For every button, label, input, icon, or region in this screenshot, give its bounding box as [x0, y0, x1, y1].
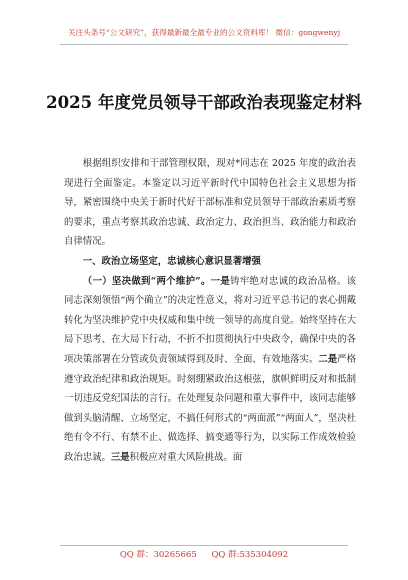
point-text: 积极应对重大风险挑战。面 [129, 451, 243, 463]
intro-paragraph: 根据组织安排和干部管理权限，现对*同志在 2025 年度的政治表现进行全面鉴定。本鉴定以习近平新时代中国特色社会主义思想为指导，紧密围绕中央关于新时代好干部标准和党员领导干部政治素质考察的要求，重点考察其政治忠诚、政治定力、政治担当、政治能力和政治自律情况。 [64, 158, 356, 248]
document-body [64, 154, 356, 468]
point-lead: 三是 [110, 451, 130, 463]
section-heading: 一、政治立场坚定，忠诚核心意识显著增强 [82, 255, 261, 267]
footer-qq-group-2: QQ 群:535304092 [211, 550, 289, 560]
point-lead: 二是 [318, 353, 338, 365]
footer-qq-group-1: QQ 群：30265665 [119, 550, 197, 560]
point-lead: 一是 [210, 275, 231, 287]
header-promo-note: 关注头条号“公文研究”，获得最新最全最专业的公文资料库！ 微信：gongwenyj [67, 28, 341, 37]
footer [0, 549, 408, 561]
point-text: 铸牢绝对忠诚的政治品格。该同志深刻领悟“两个确立”的决定性意义，将对习近平总书记的衷心拥戴转化为坚决维护党中央权威和集中统一领导的高度自觉。始终坚持在大局下思考、在大局下行动，不折不扣贯彻执行中央政令，确保中央的各项决策部署在分管或负责领域得到及时、全面、有效地落实。 [64, 275, 356, 365]
body-paragraph [64, 272, 356, 468]
footer-divider [60, 545, 348, 546]
document-title: 2025 年度党员领导干部政治表现鉴定材料 [46, 93, 362, 112]
point-text: 严格遵守政治纪律和政治规矩。时刻绷紧政治这根弦，旗帜鲜明反对和抵制一切违反党纪国法的言行。在处理复杂问题和重大事件中，该同志能够做到头脑清醒、立场坚定，不搞任何形式的“两面派”“两面人”，坚决杜绝有令不行、有禁不止、做选择、搞变通等行为，以实际工作成效检验政治忠诚。 [64, 353, 356, 463]
header-divider [60, 44, 348, 45]
subsection-heading: （一）坚决做到“两个维护”。 [82, 275, 211, 287]
